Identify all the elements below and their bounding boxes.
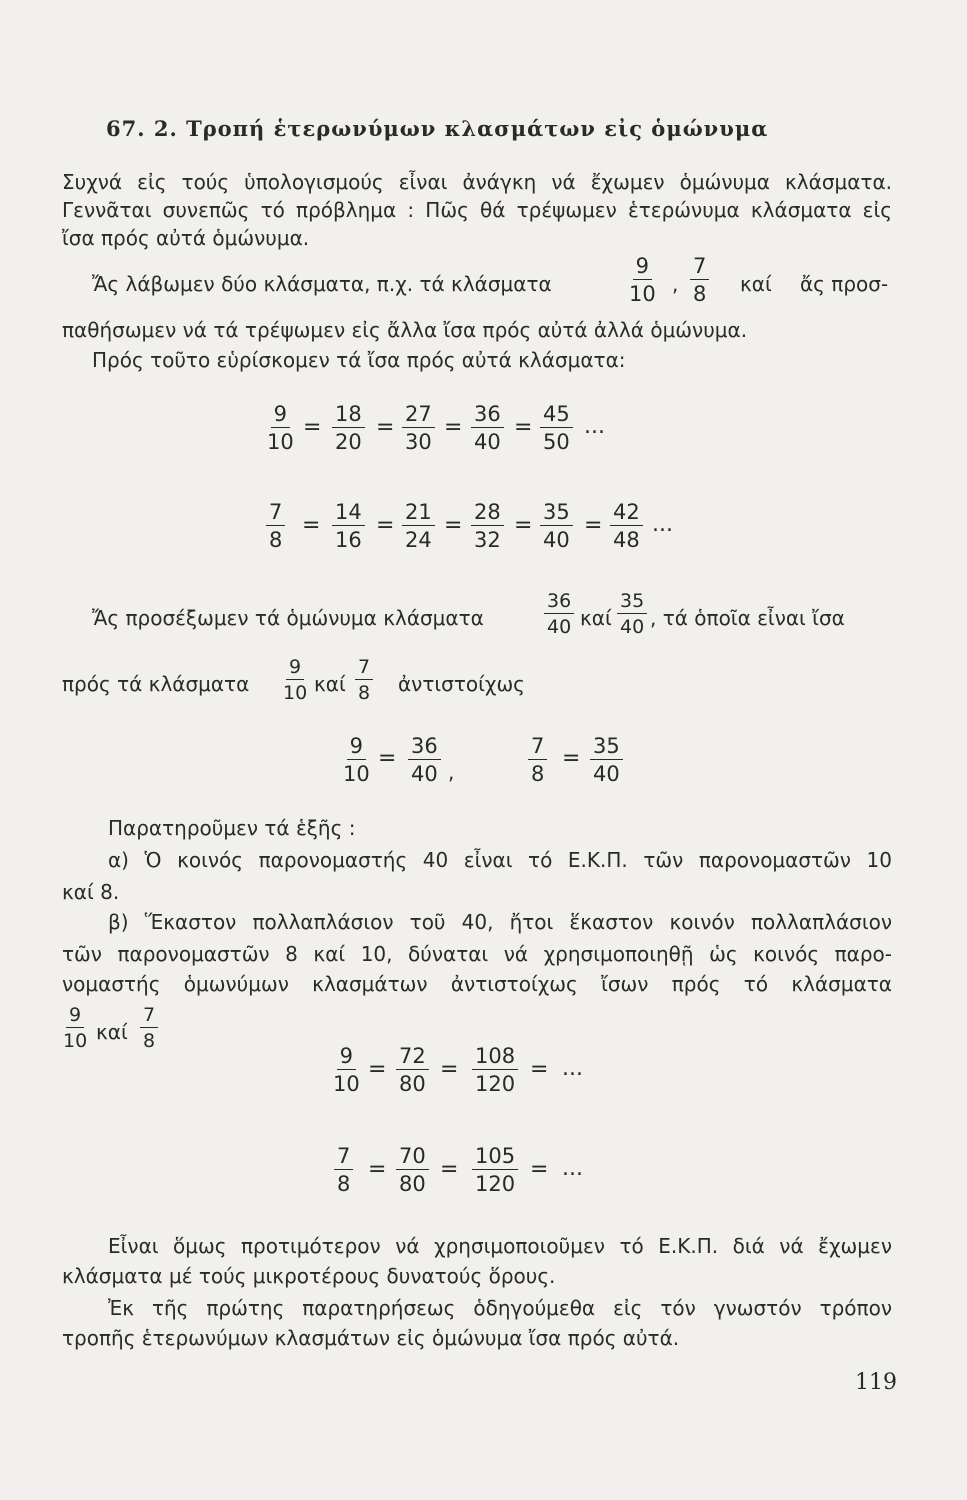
observe-heading: Παρατηροῦμεν τά ἑξῆς : [108, 816, 356, 840]
fraction-7-8 [690, 254, 709, 306]
fraction-7-8: $\frac{7}{8}$ [140, 1004, 158, 1052]
fraction-36-40: $\frac{36}{40}$ [544, 590, 574, 638]
para4-line2: κλάσματα μέ τούς μικροτέρους δυνατούς ὅρους. [62, 1264, 556, 1288]
para2-line3: Πρός τοῦτο εὑρίσκομεν τά ἴσα πρός αὐτά κλάσματα: [92, 348, 626, 372]
page-number: 119 [855, 1370, 897, 1395]
mrow7-fraction-1: $\frac{7}{8}$ [334, 1144, 353, 1196]
obs-b-line3: νομαστής ὁμωνύμων κλασμάτων ἀντιστοίχως ἴσων πρός τό κλάσματα [62, 972, 892, 996]
fraction-9-10: $\frac{9}{10}$ [343, 734, 370, 786]
comma: , [448, 760, 455, 784]
row9-fraction-1: $\frac{9}{10}$ [267, 402, 294, 454]
equals-sign: = [530, 1157, 549, 1182]
equals-sign: = [562, 746, 581, 771]
numerator: 9 [633, 254, 652, 280]
mrow7-fraction-2: $\frac{70}{80}$ [396, 1144, 429, 1196]
para2-start: Ἄς λάβωμεν δύο κλάσματα, π.χ. τά κλάσματα [92, 272, 552, 296]
fraction-9-10: $\frac{9}{10}$ [63, 1004, 88, 1052]
equals-sign: = [368, 1057, 387, 1082]
para2-and: καί [740, 272, 772, 296]
equals-sign: = [368, 1157, 387, 1182]
ellipsis: ... [562, 1056, 583, 1081]
equals-sign: = [376, 513, 395, 538]
row7-fraction-3: $\frac{21}{24}$ [402, 500, 435, 552]
mrow9-fraction-3: $\frac{108}{120}$ [472, 1044, 518, 1096]
row9-fraction-2: $\frac{18}{20}$ [332, 402, 365, 454]
para3-and: καί [580, 606, 612, 630]
fraction-9-10: $\frac{9}{10}$ [283, 656, 308, 704]
equals-sign: = [514, 513, 533, 538]
para3-line2-start: πρός τά κλάσματα [62, 672, 250, 696]
para3-line2-end: ἀντιστοίχως [398, 672, 525, 696]
mrow9-fraction-1: $\frac{9}{10}$ [333, 1044, 360, 1096]
equals-sign: = [584, 513, 603, 538]
obs-b-and: καί [96, 1020, 128, 1044]
fraction-7-8: $\frac{7}{8}$ [355, 656, 373, 704]
denominator: 10 [629, 282, 656, 306]
section-title: 67. 2. Τροπή ἑτερωνύμων κλασμάτων εἰς ὁμώνυμα [106, 116, 769, 141]
para5-line2: τροπῆς ἑτερωνύμων κλασμάτων εἰς ὁμώνυμα ἴσα πρός αὐτά. [62, 1326, 680, 1350]
para1-line2: Γεννᾶται συνεπῶς τό πρόβλημα : Πῶς θά τρέψωμεν ἑτερώνυμα κλάσματα εἰς [62, 198, 892, 222]
para1-line1: Συχνά εἰς τούς ὑπολογισμούς εἶναι ἀνάγκη νά ἔχωμεν ὁμώνυμα κλάσματα. [62, 170, 892, 194]
mrow9-fraction-2: $\frac{72}{80}$ [396, 1044, 429, 1096]
para3-end: , τά ὁποῖα εἶναι ἴσα [650, 606, 845, 630]
obs-b-line1: β) Ἕκαστον πολλαπλάσιον τοῦ 40, ἤτοι ἕκαστον κοινόν πολλαπλάσιον [108, 910, 892, 934]
ellipsis: ... [584, 414, 605, 439]
equals-sign: = [514, 415, 533, 440]
comma: , [672, 272, 679, 296]
row9-fraction-5: $\frac{45}{50}$ [540, 402, 573, 454]
equals-sign: = [440, 1057, 459, 1082]
equals-sign: = [302, 513, 321, 538]
para3-line2-and: καί [314, 672, 346, 696]
row7-fraction-5: $\frac{35}{40}$ [540, 500, 573, 552]
fraction-7-8: $\frac{7}{8}$ [528, 734, 547, 786]
fraction-35-40: $\frac{35}{40}$ [617, 590, 647, 638]
fraction-36-40: $\frac{36}{40}$ [408, 734, 441, 786]
para2-end: ἄς προσ- [800, 272, 889, 296]
para5-line1: Ἐκ τῆς πρώτης παρατηρήσεως ὁδηγούμεθα εἰς τόν γνωστόν τρόπον [108, 1296, 892, 1320]
ellipsis: ... [562, 1156, 583, 1181]
equals-sign: = [530, 1057, 549, 1082]
para4-line1: Εἶναι ὅμως προτιμότερον νά χρησιμοποιοῦμεν τό Ε.Κ.Π. διά νά ἔχωμεν [108, 1234, 892, 1258]
row9-fraction-3: $\frac{27}{30}$ [402, 402, 435, 454]
equals-sign: = [444, 513, 463, 538]
equals-sign: = [440, 1157, 459, 1182]
row7-fraction-4: $\frac{28}{32}$ [471, 500, 504, 552]
para3-start: Ἄς προσέξωμεν τά ὁμώνυμα κλάσματα [92, 606, 484, 630]
obs-a-line2: καί 8. [62, 880, 120, 904]
equals-sign: = [378, 746, 397, 771]
para2-line2: παθήσωμεν νά τά τρέψωμεν εἰς ἄλλα ἴσα πρός αὐτά ἀλλά ὁμώνυμα. [62, 318, 748, 342]
denominator: 8 [693, 282, 707, 306]
row7-fraction-2: $\frac{14}{16}$ [332, 500, 365, 552]
fraction-35-40: $\frac{35}{40}$ [590, 734, 623, 786]
equals-sign: = [303, 415, 322, 440]
row7-fraction-6: $\frac{42}{48}$ [610, 500, 643, 552]
equals-sign: = [376, 415, 395, 440]
row9-fraction-4: $\frac{36}{40}$ [471, 402, 504, 454]
row7-fraction-1: $\frac{7}{8}$ [266, 500, 285, 552]
para1-line3: ἴσα πρός αὐτά ὁμώνυμα. [62, 226, 310, 250]
obs-b-line2: τῶν παρονομαστῶν 8 καί 10, δύναται νά χρησιμοποιηθῇ ὡς κοινός παρο- [62, 942, 892, 966]
equals-sign: = [444, 415, 463, 440]
mrow7-fraction-3: $\frac{105}{120}$ [472, 1144, 518, 1196]
ellipsis: ... [652, 512, 673, 537]
obs-a-line1: α) Ὁ κοινός παρονομαστής 40 εἶναι τό Ε.Κ.Π. τῶν παρονομαστῶν 10 [108, 848, 892, 872]
numerator: 7 [690, 254, 709, 280]
fraction-9-10 [626, 254, 659, 306]
